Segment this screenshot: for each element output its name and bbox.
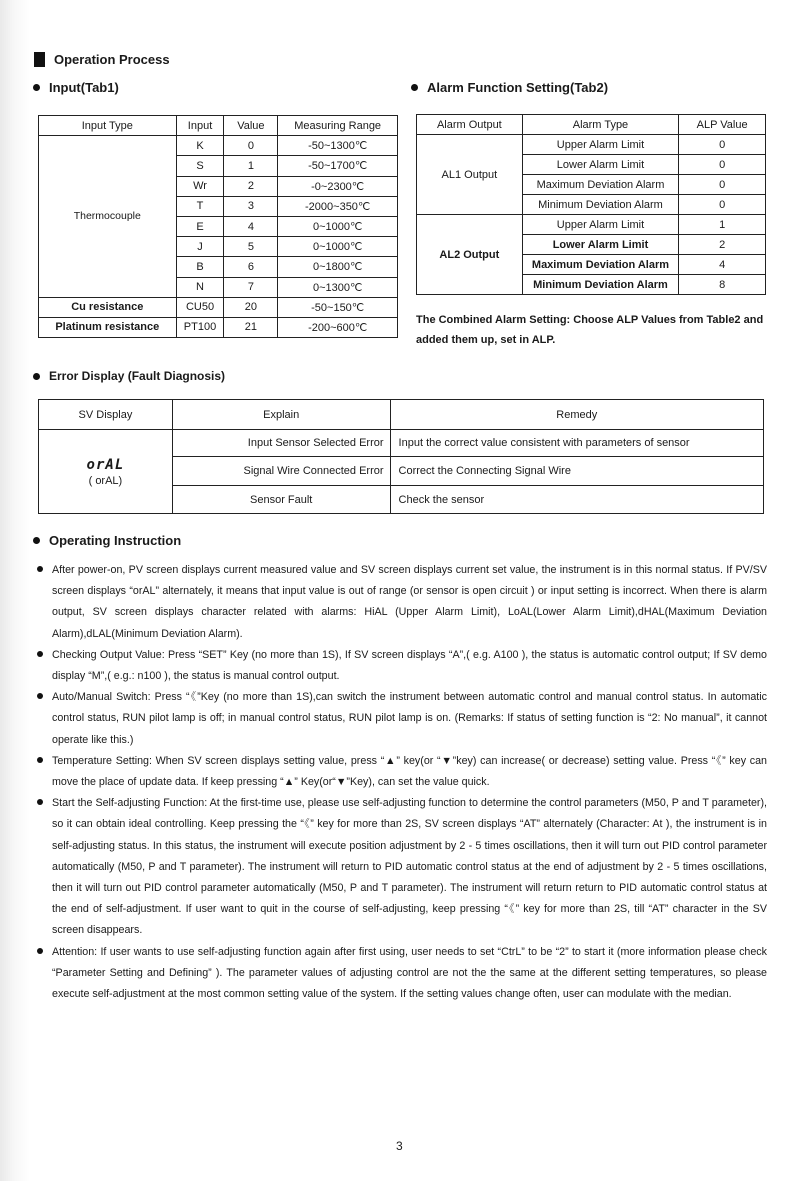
bullet-icon	[37, 651, 43, 657]
input-cell: Wr	[176, 176, 224, 196]
input-cell: CU50	[176, 297, 224, 317]
range-cell: -50~1300℃	[278, 136, 398, 156]
range-cell: -50~1700℃	[278, 156, 398, 176]
bullet-icon	[37, 948, 43, 954]
alp-cell: 4	[679, 255, 766, 275]
range-cell: 0~1000℃	[278, 216, 398, 236]
sv-display-text: ( orAL)	[88, 474, 123, 487]
input-cell: B	[176, 257, 224, 277]
instruction-item: After power-on, PV screen displays current measured value and SV screen displays current set value, the instrument is in this normal status. If PV/SV screen displays “orAL” alternately, it means that input value is out of range (or sensor is open circuit ) or input setting is incorrect. When there is alarm output, SV screen displays character related with alarms: HiAL (Upper Alarm Limit), LoAL(Lower Alarm Limit),dHAL(Maximum Deviation Alarm),dLAL(Minimum Deviation Alarm).	[37, 560, 767, 645]
al1-cell: AL1 Output	[417, 135, 523, 215]
value-cell: 5	[224, 237, 278, 257]
alp-cell: 0	[679, 135, 766, 155]
value-cell: 21	[224, 317, 278, 337]
value-cell: 2	[224, 176, 278, 196]
value-cell: 1	[224, 156, 278, 176]
alp-cell: 0	[679, 195, 766, 215]
range-cell: -0~2300℃	[278, 176, 398, 196]
input-cell: N	[176, 277, 224, 297]
type-cell: Maximum Deviation Alarm	[522, 255, 679, 275]
range-cell: -200~600℃	[278, 317, 398, 337]
bullet-icon	[411, 84, 418, 91]
input-cell: PT100	[176, 317, 224, 337]
value-cell: 7	[224, 277, 278, 297]
input-cell: E	[176, 216, 224, 236]
header-value: Value	[224, 116, 278, 136]
table-row	[417, 135, 766, 155]
sv-display-cell	[39, 430, 173, 514]
type-cell: Lower Alarm Limit	[522, 235, 679, 255]
header-alarm-output: Alarm Output	[417, 115, 523, 135]
header-input: Input	[176, 116, 224, 136]
section-square-icon	[34, 52, 45, 67]
sv-display-glyph: orAL	[86, 456, 125, 473]
operating-heading: Operating Instruction	[33, 533, 181, 548]
bullet-icon	[37, 799, 43, 805]
type-cell: Upper Alarm Limit	[522, 135, 679, 155]
header-range: Measuring Range	[278, 116, 398, 136]
bullet-icon	[37, 693, 43, 699]
type-cell: Lower Alarm Limit	[522, 155, 679, 175]
instruction-item: Attention: If user wants to use self-adjusting function again after first using, user needs to set “CtrL” to be “2” to start it (more information please check “Parameter Setting and Defining” ). The parameter values of adjusting control are not the the same at the different setting temperatures, so please execute self-adjustment at the most common setting value of the system. If the setting values change often, user can modulate with the median.	[37, 942, 767, 1006]
explain-cell: Sensor Fault	[172, 486, 390, 514]
input-cell: J	[176, 237, 224, 257]
explain-cell: Signal Wire Connected Error	[172, 457, 390, 486]
alp-cell: 8	[679, 275, 766, 295]
input-cell: T	[176, 196, 224, 216]
type-cell: Upper Alarm Limit	[522, 215, 679, 235]
page-number: 3	[396, 1139, 403, 1153]
error-heading: Error Display (Fault Diagnosis)	[33, 369, 225, 383]
range-cell: 0~1300℃	[278, 277, 398, 297]
bullet-icon	[33, 373, 40, 380]
al2-cell: AL2 Output	[417, 215, 523, 295]
header-sv-display: SV Display	[39, 400, 173, 430]
range-cell: -2000~350℃	[278, 196, 398, 216]
section-title: Operation Process	[34, 52, 170, 67]
alp-cell: 2	[679, 235, 766, 255]
bullet-icon	[33, 84, 40, 91]
value-cell: 20	[224, 297, 278, 317]
range-cell: 0~1800℃	[278, 257, 398, 277]
alp-cell: 0	[679, 155, 766, 175]
instruction-item: Start the Self-adjusting Function: At the first-time use, please use self-adjusting function to determine the control parameters (M50, P and T parameter), so it can obtain ideal controlling. Keep pressing the “《” key for more than 2S, SV screen displays “AT” alternately (Character: At ), the instrument is in self-adjusting status. In this status, the instrument will execute position adjustment by 2 - 5 times oscillations, then it will turn out PID control parameter automatically (M50, P and T parameter). The instrument will return to PID automatic control status at the end of adjustment by 2 - 5 times oscillations, then it will turn out PID control parameter automatically (M50, P and T parameter). The instrument will return return to PID automatic control status at the end of self-adjustment. If user want to quit in the course of self-adjusting, keep pressing “《” key for more than 2S, till “AT” character in the SV screen disappears.	[37, 793, 767, 941]
table-row	[39, 136, 398, 156]
explain-cell: Input Sensor Selected Error	[172, 430, 390, 457]
bullet-icon	[37, 757, 43, 763]
header-alarm-type: Alarm Type	[522, 115, 679, 135]
header-explain: Explain	[172, 400, 390, 430]
range-cell: 0~1000℃	[278, 237, 398, 257]
instruction-item: Auto/Manual Switch: Press “《”Key (no more than 1S),can switch the instrument between automatic control and manual control status. In automatic control status, RUN pilot lamp is off; in manual control status, RUN pilot lamp is on. (Remarks: If status of setting function is “2: No manual”, it cannot operate like this.)	[37, 687, 767, 751]
input-heading: Input(Tab1)	[33, 80, 119, 95]
alp-cell: 0	[679, 175, 766, 195]
type-cell: Cu resistance	[39, 297, 177, 317]
table-row	[39, 297, 398, 317]
input-cell: S	[176, 156, 224, 176]
input-table	[38, 115, 398, 338]
instruction-item: Temperature Setting: When SV screen displays setting value, press “▲” key(or “▼”key) can increase( or decrease) setting value. Press “《” key can move the place of update data. If keep pressing “▲” Key(or“▼”Key), can set the value quick.	[37, 751, 767, 793]
remedy-cell: Input the correct value consistent with parameters of sensor	[390, 430, 763, 457]
bullet-icon	[33, 537, 40, 544]
value-cell: 4	[224, 216, 278, 236]
type-cell: Platinum resistance	[39, 317, 177, 337]
input-cell: K	[176, 136, 224, 156]
value-cell: 0	[224, 136, 278, 156]
value-cell: 6	[224, 257, 278, 277]
remedy-cell: Correct the Connecting Signal Wire	[390, 457, 763, 486]
type-cell: Minimum Deviation Alarm	[522, 195, 679, 215]
table-row	[39, 430, 764, 457]
type-cell: Minimum Deviation Alarm	[522, 275, 679, 295]
instruction-list	[37, 560, 767, 1005]
alp-cell: 1	[679, 215, 766, 235]
header-alp-value: ALP Value	[679, 115, 766, 135]
instruction-item: Checking Output Value: Press “SET” Key (no more than 1S), If SV screen displays “A”,( e.g. A100 ), the status is automatic control output; If SV demo display “M”,( e.g.: n100 ), the status is manual control output.	[37, 645, 767, 687]
range-cell: -50~150℃	[278, 297, 398, 317]
header-input-type: Input Type	[39, 116, 177, 136]
thermocouple-cell: Thermocouple	[39, 136, 177, 298]
type-cell: Maximum Deviation Alarm	[522, 175, 679, 195]
value-cell: 3	[224, 196, 278, 216]
remedy-cell: Check the sensor	[390, 486, 763, 514]
error-table	[38, 399, 764, 514]
bullet-icon	[37, 566, 43, 572]
header-remedy: Remedy	[390, 400, 763, 430]
alarm-table	[416, 114, 766, 295]
table-row	[417, 215, 766, 235]
alarm-heading: Alarm Function Setting(Tab2)	[411, 80, 608, 95]
table-row	[39, 317, 398, 337]
combined-alarm-note: The Combined Alarm Setting: Choose ALP Values from Table2 and added them up, set in ALP.	[416, 314, 764, 346]
